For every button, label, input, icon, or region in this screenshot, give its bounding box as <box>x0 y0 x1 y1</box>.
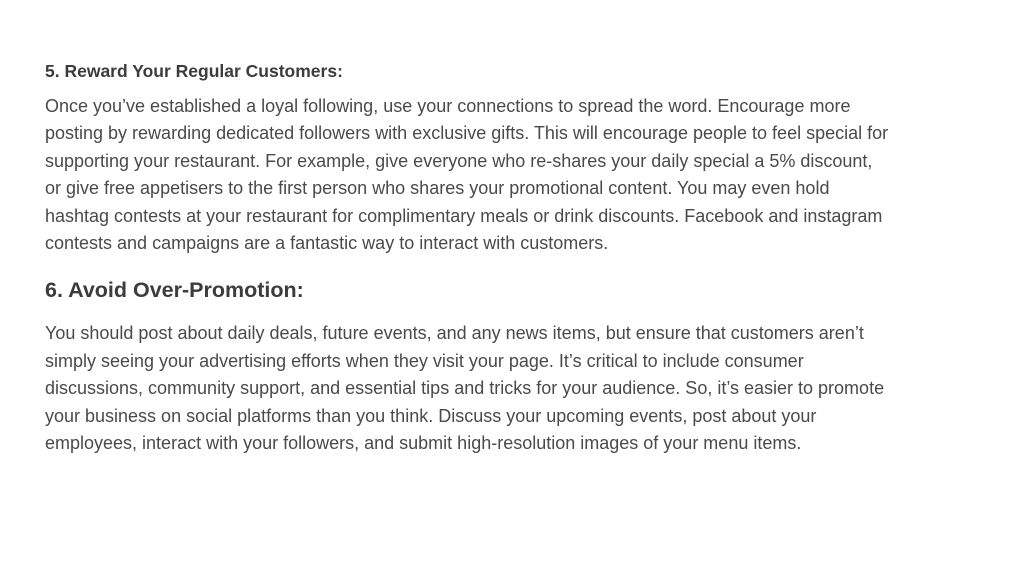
paragraph-line: discussions, community support, and essential tips and tricks for your audience. So, it’s easier to promote <box>45 378 885 399</box>
paragraph-line: employees, interact with your followers, and submit high-resolution images of your menu items. <box>45 433 802 454</box>
paragraph-line: posting by rewarding dedicated followers with exclusive gifts. This will encourage people to feel special for <box>45 123 889 144</box>
section-6-paragraph <box>45 320 985 457</box>
paragraph-line: or give free appetisers to the first person who shares your promotional content. You may even hold <box>45 178 830 199</box>
paragraph-line: your business on social platforms than you think. Discuss your upcoming events, post about your <box>45 405 817 426</box>
paragraph-line: simply seeing your advertising efforts when they visit your page. It’s critical to include consumer <box>45 350 804 371</box>
document-body <box>45 59 985 457</box>
paragraph-line: Once you’ve established a loyal following, use your connections to spread the word. Encourage more <box>45 96 851 116</box>
paragraph-line: supporting your restaurant. For example, give everyone who re-shares your daily special a 5% discount, <box>45 150 873 171</box>
section-6-heading: 6. Avoid Over-Promotion: <box>45 278 304 303</box>
paragraph-line: You should post about daily deals, future events, and any news items, but ensure that customers aren’t <box>45 323 864 344</box>
paragraph-line: contests and campaigns are a fantastic way to interact with customers. <box>45 233 609 254</box>
section-5-paragraph <box>45 93 985 257</box>
section-5-heading: 5. Reward Your Regular Customers: <box>45 61 343 81</box>
paragraph-line: hashtag contests at your restaurant for complimentary meals or drink discounts. Facebook and instagram <box>45 205 883 226</box>
